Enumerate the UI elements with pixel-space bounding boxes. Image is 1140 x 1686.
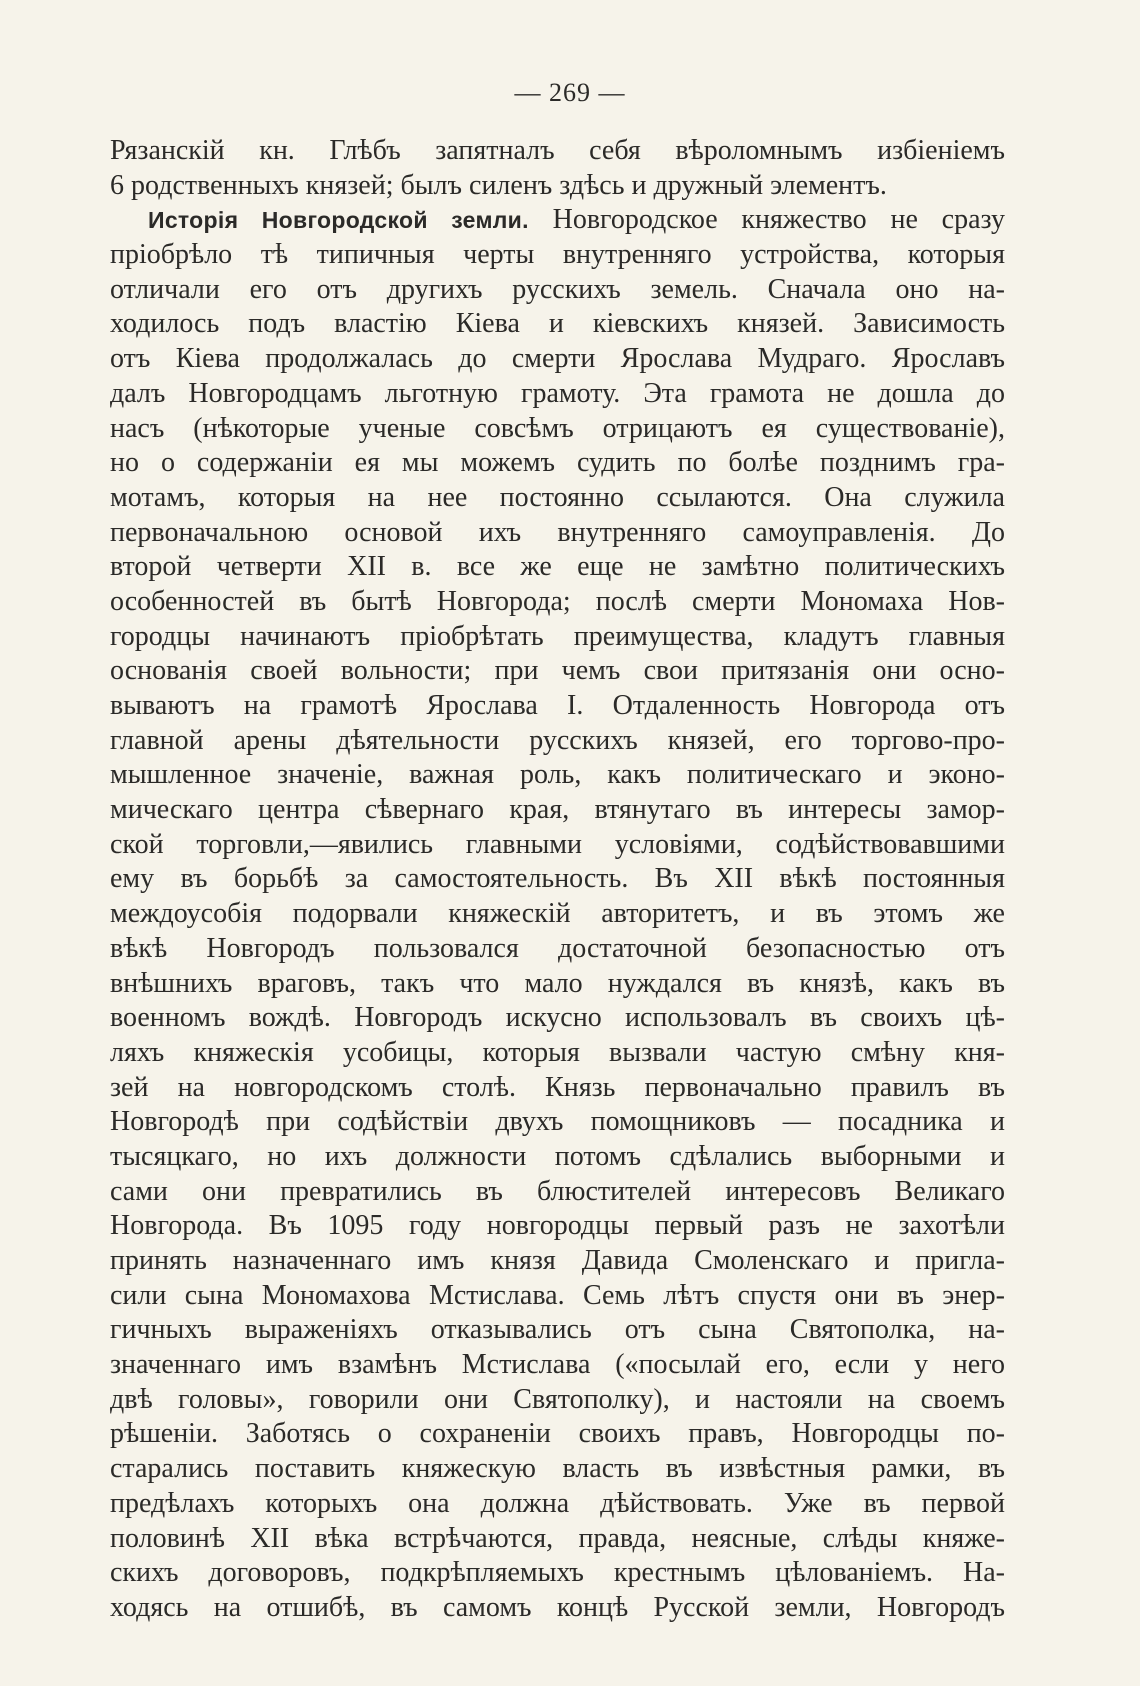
line-text: вываютъ на грамотѣ Ярослава I. Отдаленность Новгорода отъ bbox=[110, 690, 1005, 721]
line-text: особенностей въ бытѣ Новгорода; послѣ смерти Мономаха Нов- bbox=[110, 585, 1005, 617]
text-line bbox=[110, 1591, 1005, 1626]
text-line bbox=[110, 932, 1005, 967]
line-text: ходилось подъ властію Кіева и кіевскихъ князей. Зависимость bbox=[110, 308, 1005, 340]
text-line bbox=[110, 203, 1005, 238]
line-text: первоначальною основой ихъ внутренняго самоуправленія. До bbox=[110, 516, 1005, 548]
text-line bbox=[110, 862, 1005, 897]
text-line bbox=[110, 273, 1005, 308]
text-line bbox=[110, 654, 1005, 689]
line-text: далъ Новгородцамъ льготную грамоту. Эта грамота не дошла до bbox=[110, 377, 1005, 409]
line-text: половинѣ XII вѣка встрѣчаются, правда, неясные, слѣды княже- bbox=[110, 1522, 1005, 1554]
page-number: — 269 — bbox=[514, 78, 626, 107]
line-text: ходясь на отшибѣ, въ самомъ концѣ Русской земли, Новгородъ bbox=[110, 1591, 1005, 1623]
line-text: Новгородское княжество не сразу bbox=[528, 204, 1005, 236]
text-line bbox=[110, 897, 1005, 932]
line-text: принять назначеннаго имъ князя Давида Смоленскаго и пригла- bbox=[110, 1245, 1005, 1276]
line-text: внѣшнихъ враговъ, такъ что мало нуждался въ князѣ, какъ въ bbox=[110, 967, 1005, 999]
text-line bbox=[110, 1244, 1005, 1279]
text-line bbox=[110, 1487, 1005, 1522]
text-line bbox=[110, 377, 1005, 412]
text-line bbox=[110, 689, 1005, 724]
line-text: двѣ головы», говорили они Святополку), и настояли на своемъ bbox=[110, 1383, 1005, 1415]
text-line bbox=[110, 516, 1005, 551]
line-text: ской торговли,—явились главными условіями, содѣйствовавшими bbox=[110, 828, 1005, 860]
text-line bbox=[110, 238, 1005, 273]
line-text: Новгорода. Въ 1095 году новгородцы первый разъ не захотѣли bbox=[110, 1210, 1005, 1242]
text-line bbox=[110, 1383, 1005, 1418]
line-text: рѣшеніи. Заботясь о сохраненіи своихъ правъ, Новгородцы по- bbox=[110, 1418, 1005, 1450]
text-line bbox=[110, 1175, 1005, 1210]
line-text: значеннаго имъ взамѣнъ Мстислава («посылай его, если у него bbox=[110, 1349, 1005, 1381]
text-line bbox=[110, 1140, 1005, 1175]
text-line bbox=[110, 481, 1005, 516]
text-line bbox=[110, 169, 1005, 204]
line-text: междоусобія подорвали княжескій авторитетъ, и въ этомъ же bbox=[110, 898, 1005, 930]
line-text: основанія своей вольности; при чемъ свои притязанія они осно- bbox=[110, 655, 1005, 687]
text-line bbox=[110, 793, 1005, 828]
line-text: сили сына Мономахова Мстислава. Семь лѣтъ спустя они въ энер- bbox=[110, 1279, 1005, 1311]
text-line bbox=[110, 1522, 1005, 1557]
text-line bbox=[110, 585, 1005, 620]
line-text: городцы начинаютъ пріобрѣтать преимущества, кладутъ главныя bbox=[110, 620, 1005, 652]
text-line bbox=[110, 1071, 1005, 1106]
line-text: военномъ вождѣ. Новгородъ искусно использовалъ въ своихъ цѣ- bbox=[110, 1002, 1005, 1034]
line-text: скихъ договоровъ, подкрѣпляемыхъ крестнымъ цѣлованіемъ. На- bbox=[110, 1557, 1005, 1589]
line-text: тысяцкаго, но ихъ должности потомъ сдѣлались выборными и bbox=[110, 1140, 1005, 1172]
line-text: отъ Кіева продолжалась до смерти Ярослава Мудраго. Ярославъ bbox=[110, 343, 1005, 375]
line-text: мотамъ, которыя на нее постоянно ссылаются. Она служила bbox=[110, 481, 1005, 513]
line-text: Рязанскій кн. Глѣбъ запятналъ себя вѣроломнымъ избіеніемъ bbox=[110, 135, 1005, 166]
text-line bbox=[110, 1209, 1005, 1244]
body-text bbox=[110, 134, 1005, 1626]
line-text: второй четверти XII в. все же еще не замѣтно политическихъ bbox=[110, 551, 1005, 583]
line-text: гичныхъ выраженіяхъ отказывались отъ сына Святополка, на- bbox=[110, 1314, 1005, 1346]
text-line bbox=[110, 1001, 1005, 1036]
line-text: мическаго центра сѣвернаго края, втянутаго въ интересы замор- bbox=[110, 794, 1005, 826]
line-text: насъ (нѣкоторые ученые совсѣмъ отрицаютъ ея существованіе), bbox=[110, 412, 1005, 444]
text-line bbox=[110, 134, 1005, 169]
line-text: ему въ борьбѣ за самостоятельность. Въ XII вѣкѣ постоянныя bbox=[110, 863, 1005, 895]
line-text: но о содержаніи ея мы можемъ судить по болѣе позднимъ гра- bbox=[110, 447, 1005, 479]
text-line bbox=[110, 307, 1005, 342]
line-text: ляхъ княжескія усобицы, которыя вызвали частую смѣну кня- bbox=[110, 1036, 1005, 1068]
line-text: Новгородѣ при содѣйствіи двухъ помощниковъ — посадника и bbox=[110, 1106, 1005, 1138]
line-text: вѣкѣ Новгородъ пользовался достаточной безопасностью отъ bbox=[110, 932, 1005, 964]
text-line bbox=[110, 342, 1005, 377]
line-text: мышленное значеніе, важная роль, какъ политическаго и эконо- bbox=[110, 759, 1005, 791]
text-line bbox=[110, 1313, 1005, 1348]
line-text: отличали его отъ другихъ русскихъ земель. Сначала оно на- bbox=[110, 273, 1005, 305]
text-line bbox=[110, 1417, 1005, 1452]
text-line bbox=[110, 1105, 1005, 1140]
line-text: предѣлахъ которыхъ она должна дѣйствовать. Уже въ первой bbox=[110, 1487, 1005, 1519]
text-line bbox=[110, 967, 1005, 1002]
text-line bbox=[110, 724, 1005, 759]
text-line bbox=[110, 828, 1005, 863]
text-line bbox=[110, 1452, 1005, 1487]
line-text: сами они превратились въ блюстителей интересовъ Великаго bbox=[110, 1175, 1005, 1207]
line-text: главной арены дѣятельности русскихъ князей, его торгово-про- bbox=[110, 724, 1005, 756]
text-line bbox=[110, 1279, 1005, 1314]
line-text: пріобрѣло тѣ типичныя черты внутренняго устройства, которыя bbox=[110, 239, 1005, 271]
text-line bbox=[110, 412, 1005, 447]
text-line bbox=[110, 1036, 1005, 1071]
text-line bbox=[110, 550, 1005, 585]
line-text: зей на новгородскомъ столѣ. Князь первоначально правилъ въ bbox=[110, 1071, 1005, 1103]
text-line bbox=[110, 758, 1005, 793]
section-heading: Исторія Новгородской земли. bbox=[148, 207, 529, 234]
line-text: старались поставить княжескую власть въ извѣстныя рамки, въ bbox=[110, 1453, 1005, 1485]
line-text: 6 родственныхъ князей; былъ силенъ здѣсь и дружный элементъ. bbox=[110, 169, 887, 201]
text-line bbox=[110, 1348, 1005, 1383]
text-line bbox=[110, 1556, 1005, 1591]
text-line bbox=[110, 446, 1005, 481]
text-line bbox=[110, 620, 1005, 655]
